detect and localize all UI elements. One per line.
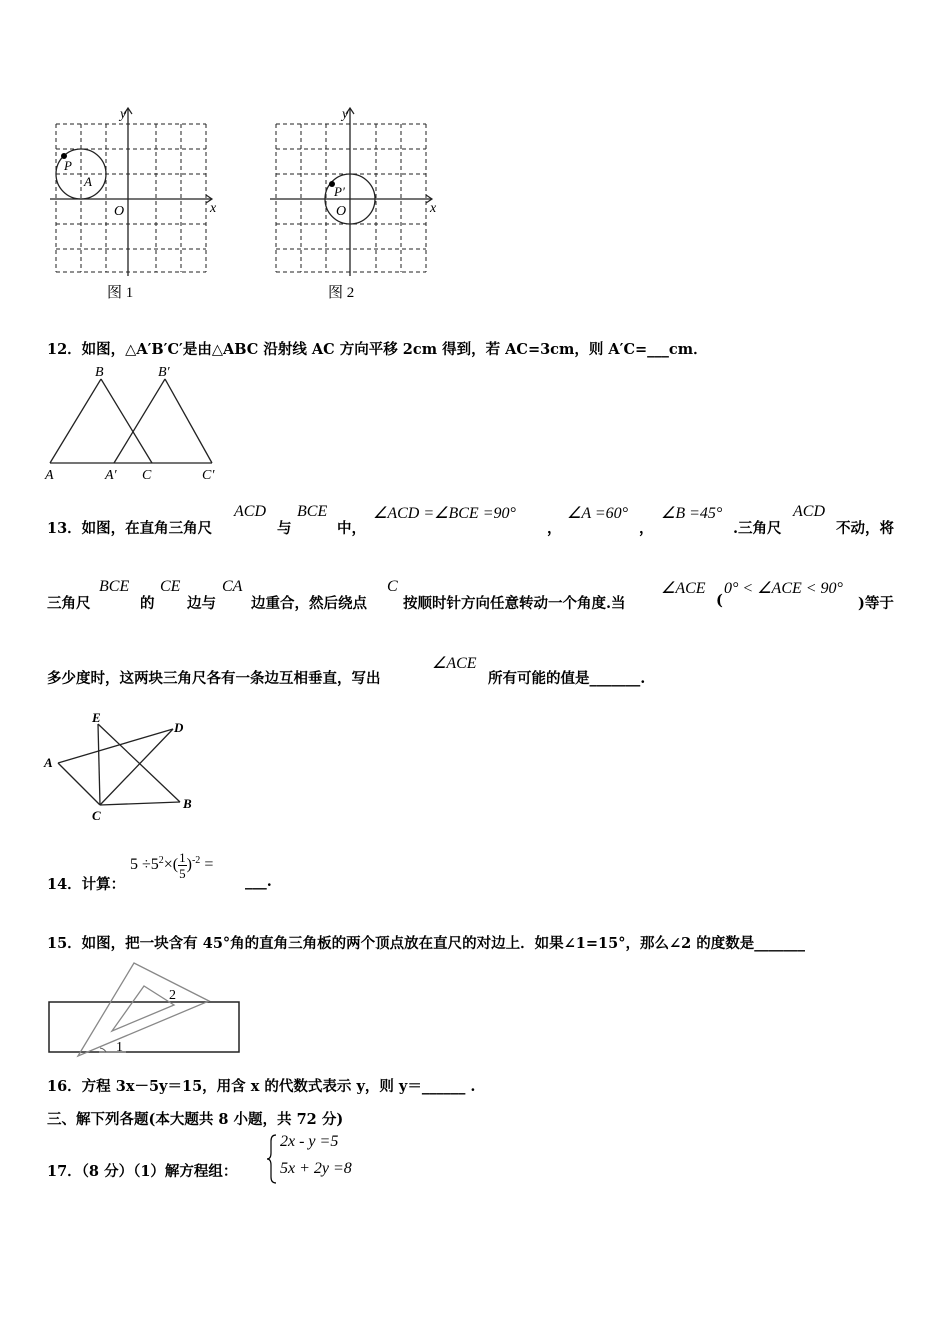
q13-line3-text-2: 所有可能的值是_______. bbox=[488, 670, 646, 687]
q13-line2-math-ca: CA bbox=[222, 578, 243, 595]
angle-1-label: 1 bbox=[116, 1040, 123, 1055]
q13-math-angle-b: ∠B =45° bbox=[661, 505, 723, 522]
angle-2-label: 2 bbox=[169, 988, 176, 1003]
point-a-label: A bbox=[84, 174, 92, 189]
q13-line2-math-bce: BCE bbox=[99, 578, 130, 595]
q13-line2-text-4: 边重合，然后绕点 bbox=[251, 595, 367, 612]
question-15-text: 15．如图，把一块含有 45°角的直角三角板的两个顶点放在直尺的对边上．如果∠1=15°，那么∠2 的度数是_______ bbox=[47, 935, 806, 952]
label-d: D bbox=[174, 720, 184, 735]
label-b: B bbox=[95, 365, 104, 380]
q17-equation-2: 5x + 2y =8 bbox=[280, 1160, 352, 1177]
q13-text-6: .三角尺 bbox=[733, 520, 782, 537]
q13-line2-math-range: 0° < ∠ACE < 90° bbox=[724, 580, 843, 597]
figure-2-caption: 图 2 bbox=[328, 285, 355, 301]
q13-text-7: 不动，将 bbox=[836, 520, 894, 537]
q14-frac-num: 1 bbox=[179, 850, 186, 865]
origin-label: O bbox=[114, 204, 125, 219]
question-16-text: 16．方程 3x－5y＝15，用含 x 的代数式表示 y，则 y＝______ . bbox=[47, 1078, 476, 1095]
q13-line2-math-ace: ∠ACE bbox=[661, 580, 706, 597]
q13-math-angles: ∠ACD =∠BCE =90° bbox=[373, 505, 516, 522]
q13-math-angle-a: ∠A =60° bbox=[567, 505, 629, 522]
q13-line2-math-c: C bbox=[387, 578, 398, 595]
label-b: B bbox=[183, 796, 192, 811]
origin-label: O bbox=[336, 204, 347, 219]
q17-brace bbox=[266, 1133, 278, 1185]
figure-2 bbox=[270, 100, 445, 280]
q13-text-2: 与 bbox=[277, 520, 292, 537]
label-c-prime: C′ bbox=[202, 468, 215, 483]
q13-math-acd-2: ACD bbox=[793, 503, 825, 520]
q13-line2-text-2: 的 bbox=[140, 595, 155, 612]
q13-text-4: ， bbox=[547, 520, 562, 537]
question-12-text: 12．如图，△A′B′C′是由△ABC 沿射线 AC 方向平移 2cm 得到，若 AC=3cm，则 A′C=___cm． bbox=[47, 341, 708, 358]
q13-math-acd: ACD bbox=[234, 503, 266, 520]
label-e: E bbox=[92, 710, 101, 725]
q13-line2-math-ce: CE bbox=[160, 578, 181, 595]
question-13-figure bbox=[40, 708, 200, 823]
q13-text-1: 13．如图，在直角三角尺 bbox=[47, 520, 213, 537]
label-a-prime: A′ bbox=[105, 468, 117, 483]
q14-expr-b: ×( bbox=[163, 856, 179, 874]
q13-line3-text-1: 多少度时，这两块三角尺各有一条边互相垂直，写出 bbox=[47, 670, 381, 687]
axis-x-label: x bbox=[430, 201, 437, 216]
axis-y-label: y bbox=[342, 107, 349, 122]
axis-y-label: y bbox=[120, 107, 127, 122]
q14-frac-den: 5 bbox=[179, 866, 186, 881]
q13-line2-text-7: )等于 bbox=[858, 595, 894, 612]
label-b-prime: B′ bbox=[158, 365, 170, 380]
section-3-title: 三、解下列各题(本大题共 8 小题，共 72 分) bbox=[47, 1111, 344, 1128]
q13-line2-text-3: 边与 bbox=[187, 595, 216, 612]
q14-blank: ___. bbox=[245, 873, 272, 890]
q13-line2-text-1: 三角尺 bbox=[47, 595, 91, 612]
q14-exp-a: 2 bbox=[158, 854, 164, 866]
question-12-figure bbox=[44, 362, 219, 484]
q14-expr-a: 5 ÷5 bbox=[130, 856, 159, 874]
q13-line2-text-5: 按顺时针方向任意转动一个角度.当 bbox=[403, 595, 626, 612]
q13-text-5: ， bbox=[639, 520, 654, 537]
q14-expression bbox=[130, 850, 213, 881]
q17-prefix: 17．（8 分）（1）解方程组： bbox=[47, 1163, 238, 1180]
q14-prefix: 14．计算： bbox=[47, 876, 126, 893]
q14-expr-d: = bbox=[200, 856, 214, 874]
label-a: A bbox=[44, 755, 53, 770]
q14-expr-c: ) bbox=[186, 856, 192, 874]
q13-line2-text-6: ( bbox=[716, 592, 723, 609]
figure-1-caption: 图 1 bbox=[107, 285, 134, 301]
axis-x-label: x bbox=[210, 201, 217, 216]
label-c: C bbox=[142, 468, 152, 483]
q13-text-3: 中， bbox=[337, 520, 366, 537]
label-c: C bbox=[92, 808, 101, 823]
q13-math-bce: BCE bbox=[297, 503, 328, 520]
q17-equation-1: 2x - y =5 bbox=[280, 1133, 339, 1150]
label-a: A bbox=[45, 468, 54, 483]
point-p-label: P bbox=[64, 158, 72, 173]
q14-exp-b: -2 bbox=[191, 854, 201, 866]
figure-1 bbox=[50, 100, 225, 280]
q13-line3-math-ace: ∠ACE bbox=[432, 655, 477, 672]
point-p-prime-label: P′ bbox=[334, 184, 345, 199]
question-15-figure bbox=[44, 958, 244, 1058]
q14-fraction bbox=[178, 850, 187, 881]
